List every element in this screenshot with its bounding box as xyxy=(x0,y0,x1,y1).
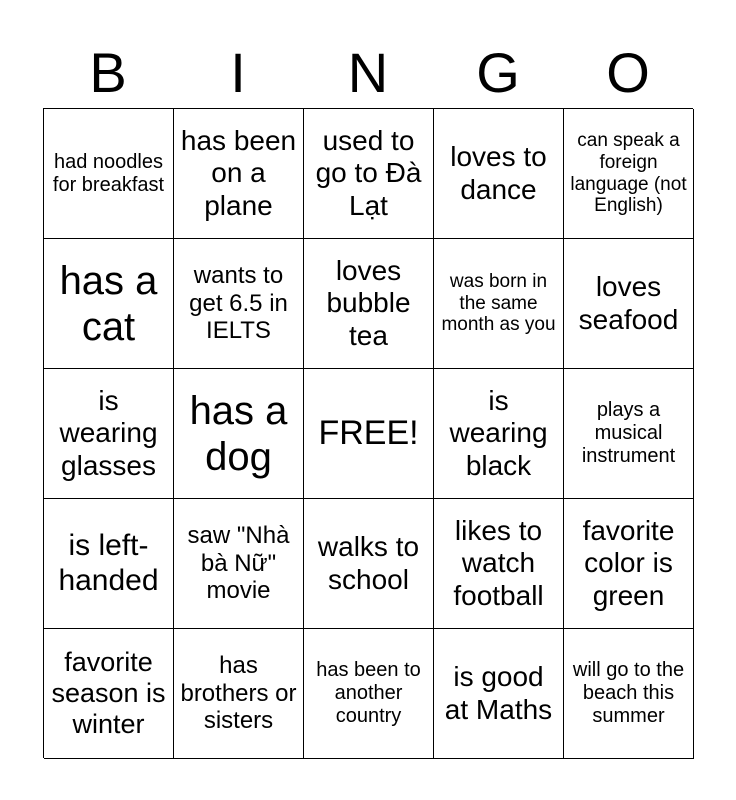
header-letter-i: I xyxy=(230,41,246,104)
bingo-cell: had noodles for breakfast xyxy=(44,109,174,239)
bingo-cell: favorite season is winter xyxy=(44,629,174,759)
header-letter-n: N xyxy=(347,41,389,104)
bingo-cell: walks to school xyxy=(304,499,434,629)
header-letter-g: G xyxy=(476,41,520,104)
bingo-cell: will go to the beach this summer xyxy=(564,629,694,759)
bingo-cell: has a cat xyxy=(44,239,174,369)
bingo-cell: is good at Maths xyxy=(434,629,564,759)
bingo-cell: loves bubble tea xyxy=(304,239,434,369)
bingo-cell: wants to get 6.5 in IELTS xyxy=(174,239,304,369)
header-letter-b: B xyxy=(89,41,127,104)
header-letter-o: O xyxy=(606,41,650,104)
bingo-cell: was born in the same month as you xyxy=(434,239,564,369)
bingo-cell: can speak a foreign language (not English) xyxy=(564,109,694,239)
bingo-cell: is left-handed xyxy=(44,499,174,629)
bingo-cell: loves to dance xyxy=(434,109,564,239)
bingo-cell: saw "Nhà bà Nữ" movie xyxy=(174,499,304,629)
bingo-cell: has a dog xyxy=(174,369,304,499)
bingo-cell: likes to watch football xyxy=(434,499,564,629)
bingo-cell: favorite color is green xyxy=(564,499,694,629)
bingo-cell: used to go to Đà Lạt xyxy=(304,109,434,239)
bingo-cell: is wearing black xyxy=(434,369,564,499)
bingo-grid xyxy=(43,108,693,758)
bingo-cell: loves seafood xyxy=(564,239,694,369)
bingo-cell: plays a musical instrument xyxy=(564,369,694,499)
bingo-cell: is wearing glasses xyxy=(44,369,174,499)
bingo-header xyxy=(43,38,693,108)
bingo-cell: has brothers or sisters xyxy=(174,629,304,759)
free-space-cell: FREE! xyxy=(304,369,434,499)
bingo-cell: has been to another country xyxy=(304,629,434,759)
bingo-cell: has been on a plane xyxy=(174,109,304,239)
